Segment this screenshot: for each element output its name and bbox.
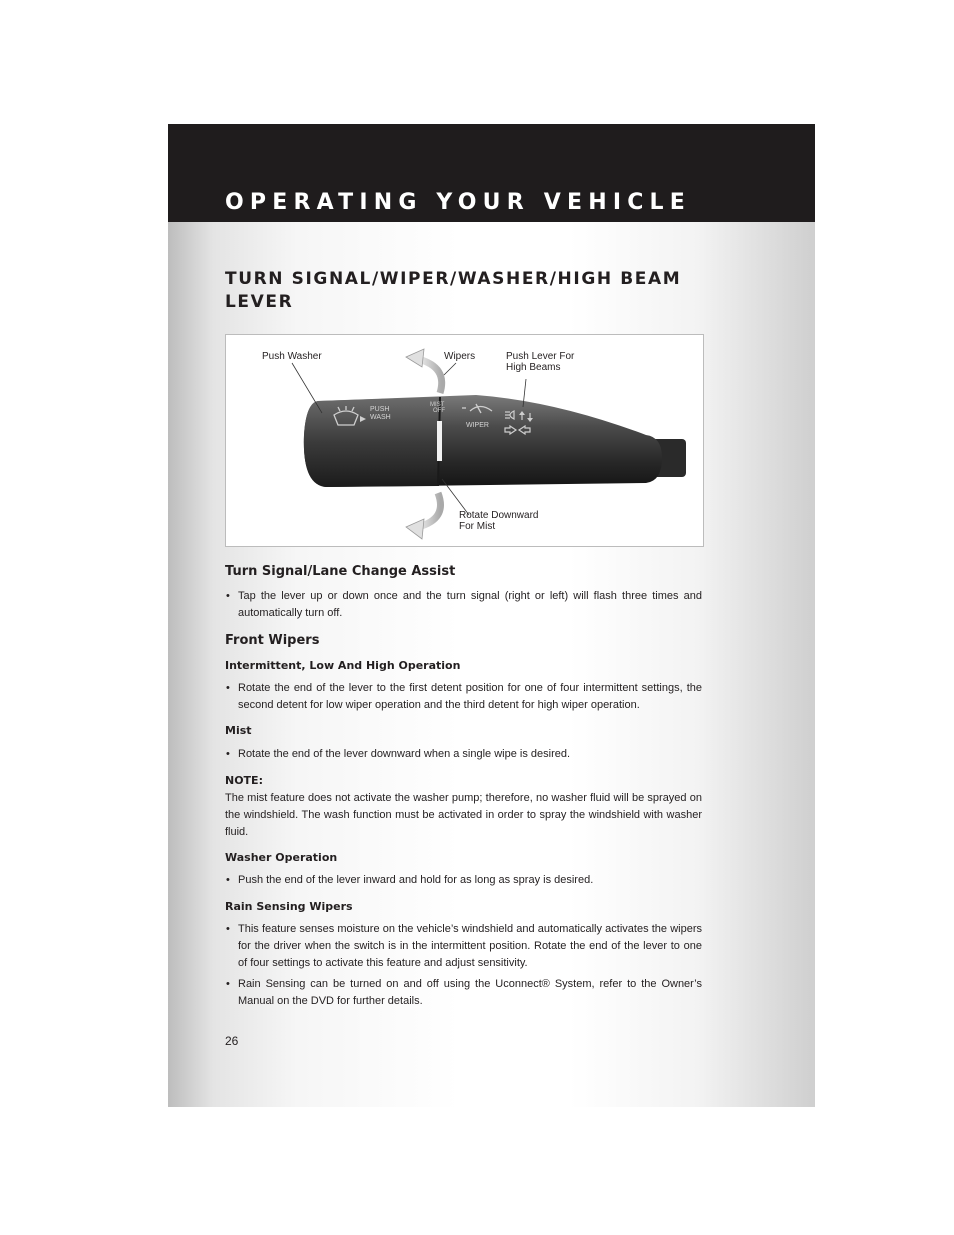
article-title: TURN SIGNAL/WIPER/WASHER/HIGH BEAM LEVER	[225, 269, 682, 312]
bullet-glyph: •	[226, 748, 230, 760]
bullet-text: Rotate the end of the lever to the first detent position for one of four intermittent settings, the second detent for low wiper operation and the third detent for high wiper operation.	[238, 682, 702, 711]
callout-wipers: Wipers	[444, 351, 476, 362]
bullet-mist	[225, 746, 702, 763]
heading-intermittent: Intermittent, Low And High Operation	[225, 659, 461, 672]
note-text: The mist feature does not activate the washer pump; therefore, no washer fluid will be sprayed on the windshield. The wash function must be activated in order to spray the windshield with washer fluid.	[225, 792, 702, 838]
heading-front-wipers: Front Wipers	[225, 633, 320, 648]
bullet-glyph: •	[226, 682, 230, 694]
mist-marking: MIST	[430, 402, 445, 408]
bullet-rain-sensing-1	[225, 921, 702, 972]
bullet-glyph: •	[226, 978, 230, 990]
rotate-down-arrowhead	[406, 519, 424, 539]
page-number: 26	[225, 1034, 239, 1048]
heading-washer: Washer Operation	[225, 851, 338, 864]
heading-turn-signal: Turn Signal/Lane Change Assist	[225, 564, 456, 579]
bullet-intermittent	[225, 680, 702, 714]
callout-mist: Rotate Downward For Mist	[459, 510, 539, 532]
push-marking: PUSH	[370, 406, 390, 413]
leader-wipers	[444, 363, 456, 375]
section-title: OPERATING YOUR VEHICLE	[225, 190, 691, 215]
manual-page	[168, 124, 815, 1107]
callout-push-washer: Push Washer	[262, 351, 322, 362]
bullet-rain-sensing-2	[225, 976, 702, 1010]
bullet-text: Push the end of the lever inward and hold for as long as spray is desired.	[238, 874, 594, 886]
bullet-turn-signal	[225, 588, 702, 622]
wash-marking: WASH	[370, 414, 391, 421]
bullet-text: Tap the lever up or down once and the turn signal (right or left) will flash three times and automatically turn off.	[238, 590, 702, 619]
bullet-washer	[225, 872, 702, 889]
wiper-indicator	[437, 421, 442, 461]
lever-figure	[225, 334, 704, 547]
bullet-glyph: •	[226, 590, 230, 602]
note-label: NOTE:	[225, 774, 263, 787]
header-band	[168, 124, 815, 222]
bullet-text: Rain Sensing can be turned on and off using the Uconnect® System, refer to the Owner’s Manual on the DVD for further details.	[238, 978, 702, 1007]
rotate-up-arrowhead	[406, 349, 424, 367]
off-marking: OFF	[433, 408, 445, 414]
bullet-glyph: •	[226, 874, 230, 886]
wiper-marking: WIPER	[466, 422, 489, 429]
bullet-text: Rotate the end of the lever downward when a single wipe is desired.	[238, 748, 571, 760]
heading-rain-sensing: Rain Sensing Wipers	[225, 900, 353, 913]
heading-mist: Mist	[225, 724, 252, 737]
leader-push-washer	[292, 363, 322, 413]
bullet-glyph: •	[226, 923, 230, 935]
bullet-text: This feature senses moisture on the vehicle’s windshield and automatically activates the wipers for the driver when the switch is in the intermittent position. Rotate the end of the lever to one of four settings to activate this feature and adjust sensitivity.	[238, 923, 702, 969]
callout-high-beams: Push Lever For High Beams	[506, 351, 575, 373]
